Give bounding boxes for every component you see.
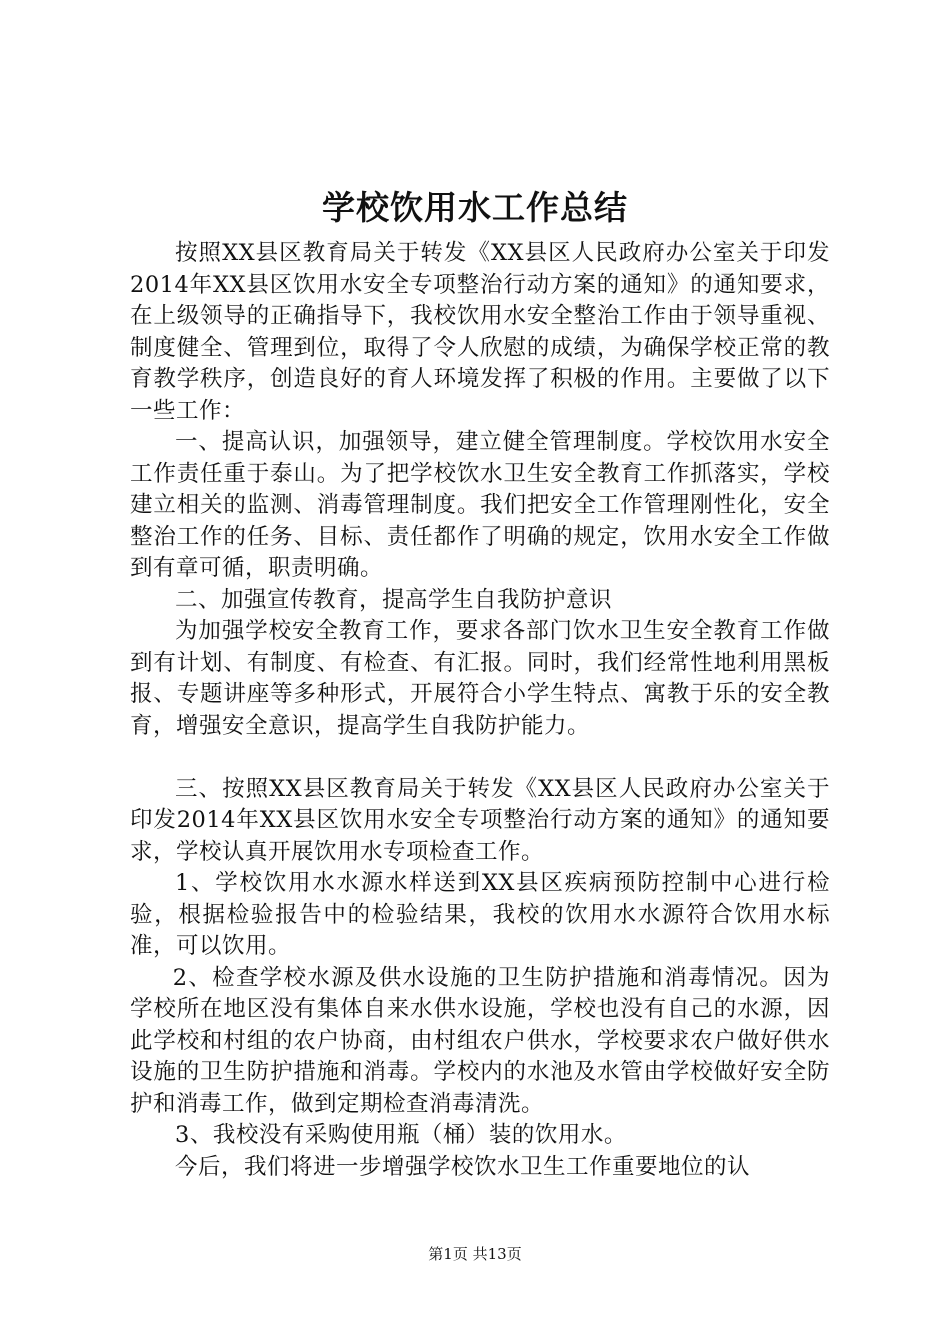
paragraph-item-2: 2、检查学校水源及供水设施的卫生防护措施和消毒情况。因为学校所在地区没有集体自来水供水设施，学校也没有自己的水源，因此学校和村组的农户协商，由村组农户供水，学校要求农户做好供水设施的卫生防护措施和消毒。学校内的水池及水管由学校做好安全防护和消毒工作，做到定期检查消毒清洗。 [130, 964, 830, 1117]
page-footer: 第1页 共13页 [428, 1245, 522, 1263]
document-title: 学校饮用水工作总结 [322, 188, 628, 227]
paragraph-section-2-body: 为加强学校安全教育工作，要求各部门饮水卫生安全教育工作做到有计划、有制度、有检查、有汇报。同时，我们经常性地利用黑板报、专题讲座等多种形式，开展符合小学生特点、寓教于乐的安全教育，增强安全意识，提高学生自我防护能力。 [130, 618, 830, 739]
paragraph-intro: 按照XX县区教育局关于转发《XX县区人民政府办公室关于印发2014年XX县区饮用水安全专项整治行动方案的通知》的通知要求，在上级领导的正确指导下，我校饮用水安全整治工作由于领导重视、制度健全、管理到位，取得了令人欣慰的成绩，为确保学校正常的教育教学秩序，创造良好的育人环境发挥了积极的作用。主要做了以下一些工作： [130, 240, 830, 424]
paragraph-section-3: 三、按照XX县区教育局关于转发《XX县区人民政府办公室关于印发2014年XX县区饮用水安全专项整治行动方案的通知》的通知要求，学校认真开展饮用水专项检查工作。 [130, 775, 830, 865]
paragraph-section-1: 一、提高认识，加强领导，建立健全管理制度。学校饮用水安全工作责任重于泰山。为了把学校饮水卫生安全教育工作抓落实，学校建立相关的监测、消毒管理制度。我们把安全工作管理刚性化，安全整治工作的任务、目标、责任都作了明确的规定，饮用水安全工作做到有章可循，职责明确。 [130, 429, 830, 581]
paragraph-item-1: 1、学校饮用水水源水样送到XX县区疾病预防控制中心进行检验，根据检验报告中的检验结果，我校的饮用水水源符合饮用水标准，可以饮用。 [130, 870, 830, 959]
paragraph-item-3: 3、我校没有采购使用瓶（桶）装的饮用水。 [175, 1122, 627, 1148]
paragraph-conclusion: 今后，我们将进一步增强学校饮水卫生工作重要地位的认 [175, 1153, 751, 1180]
document-body [130, 238, 830, 1183]
paragraph-section-2-heading: 二、加强宣传教育，提高学生自我防护意识 [175, 586, 613, 613]
